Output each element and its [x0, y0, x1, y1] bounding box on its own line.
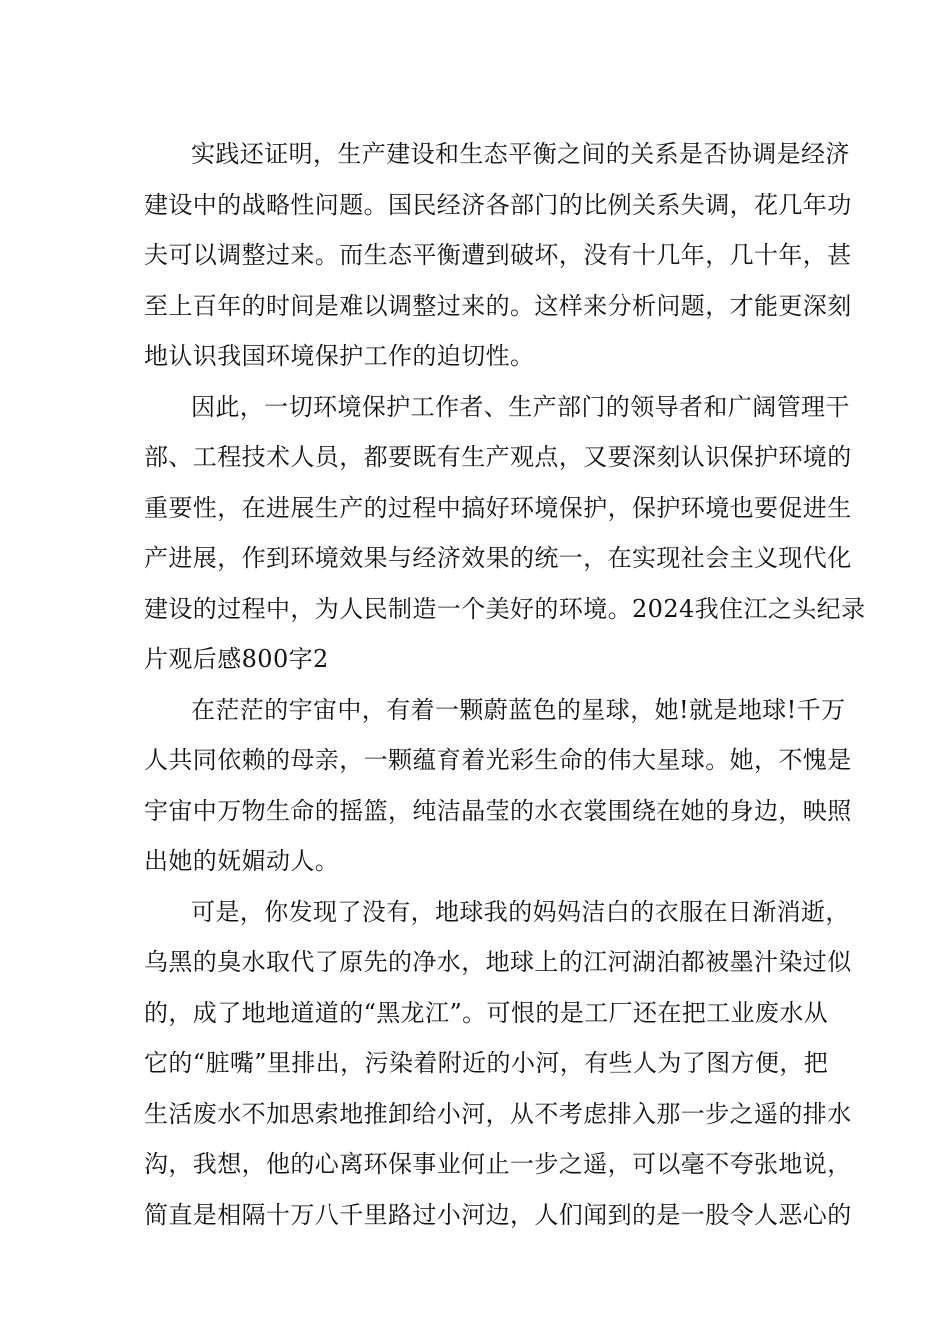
- paragraph-4: [144, 887, 852, 1241]
- text-line: 人共同依赖的母亲，一颗蕴育着光彩生命的伟大星球。她，不愧是: [144, 746, 852, 774]
- text-line: 简直是相隔十万八千里路过小河边，人们闻到的是一股令人恶心的: [144, 1200, 852, 1229]
- text-line: 生活废水不加思索地推卸给小河，从不考虑排入那一步之遥的排水: [144, 1099, 852, 1128]
- text-line: 在茫茫的宇宙中，有着一颗蔚蓝色的星球，她!就是地球!千万: [191, 695, 846, 724]
- text-line: 部、工程技术人员，都要既有生产观点，又要深刻认识保护环境的: [144, 443, 852, 471]
- text-line: 地认识我国环境保护工作的迫切性。: [144, 342, 535, 370]
- text-line: 因此，一切环境保护工作者、生产部门的领导者和广阔管理干: [191, 392, 850, 421]
- paragraph-2: [144, 382, 866, 685]
- text-line: 它的“脏嘴”里排出，污染着附近的小河，有些人为了图方便，把: [144, 1049, 829, 1077]
- text-line: 出她的妩媚动人。: [144, 847, 340, 875]
- paragraph-3: [144, 685, 852, 887]
- text-line: 夫可以调整过来。而生态平衡遭到破坏，没有十几年，几十年，甚: [144, 241, 852, 269]
- text-line: 产进展，作到环境效果与经济效果的统一，在实现社会主义现代化: [144, 544, 852, 572]
- text-line: 建设的过程中，为人民制造一个美好的环境。2024我住江之头纪录: [144, 594, 866, 623]
- paragraph-1: [144, 129, 852, 382]
- text-line: 可是，你发现了没有，地球我的妈妈洁白的衣服在日渐消逝，: [191, 897, 850, 926]
- text-line: 重要性，在进展生产的过程中搞好环境保护，保护环境也要促进生: [144, 493, 852, 522]
- document-body: [144, 129, 866, 1240]
- text-line: 沟，我想，他的心离环保事业何止一步之遥，可以毫不夸张地说，: [144, 1150, 852, 1178]
- text-line: 片观后感800字2: [144, 645, 329, 673]
- text-line: 实践还证明，生产建设和生态平衡之间的关系是否协调是经济: [191, 140, 850, 168]
- text-line: 建设中的战略性问题。国民经济各部门的比例关系失调，花几年功: [144, 190, 852, 219]
- text-line: 至上百年的时间是难以调整过来的。这样来分析问题，才能更深刻: [144, 291, 852, 320]
- text-line: 宇宙中万物生命的摇篮，纯洁晶莹的水衣裳围绕在她的身边，映照: [144, 796, 852, 825]
- text-line: 的，成了地地道道的“黑龙江”。可恨的是工厂还在把工业废水从: [144, 998, 829, 1027]
- text-line: 乌黑的臭水取代了原先的净水，地球上的江河湖泊都被墨汁染过似: [144, 948, 852, 976]
